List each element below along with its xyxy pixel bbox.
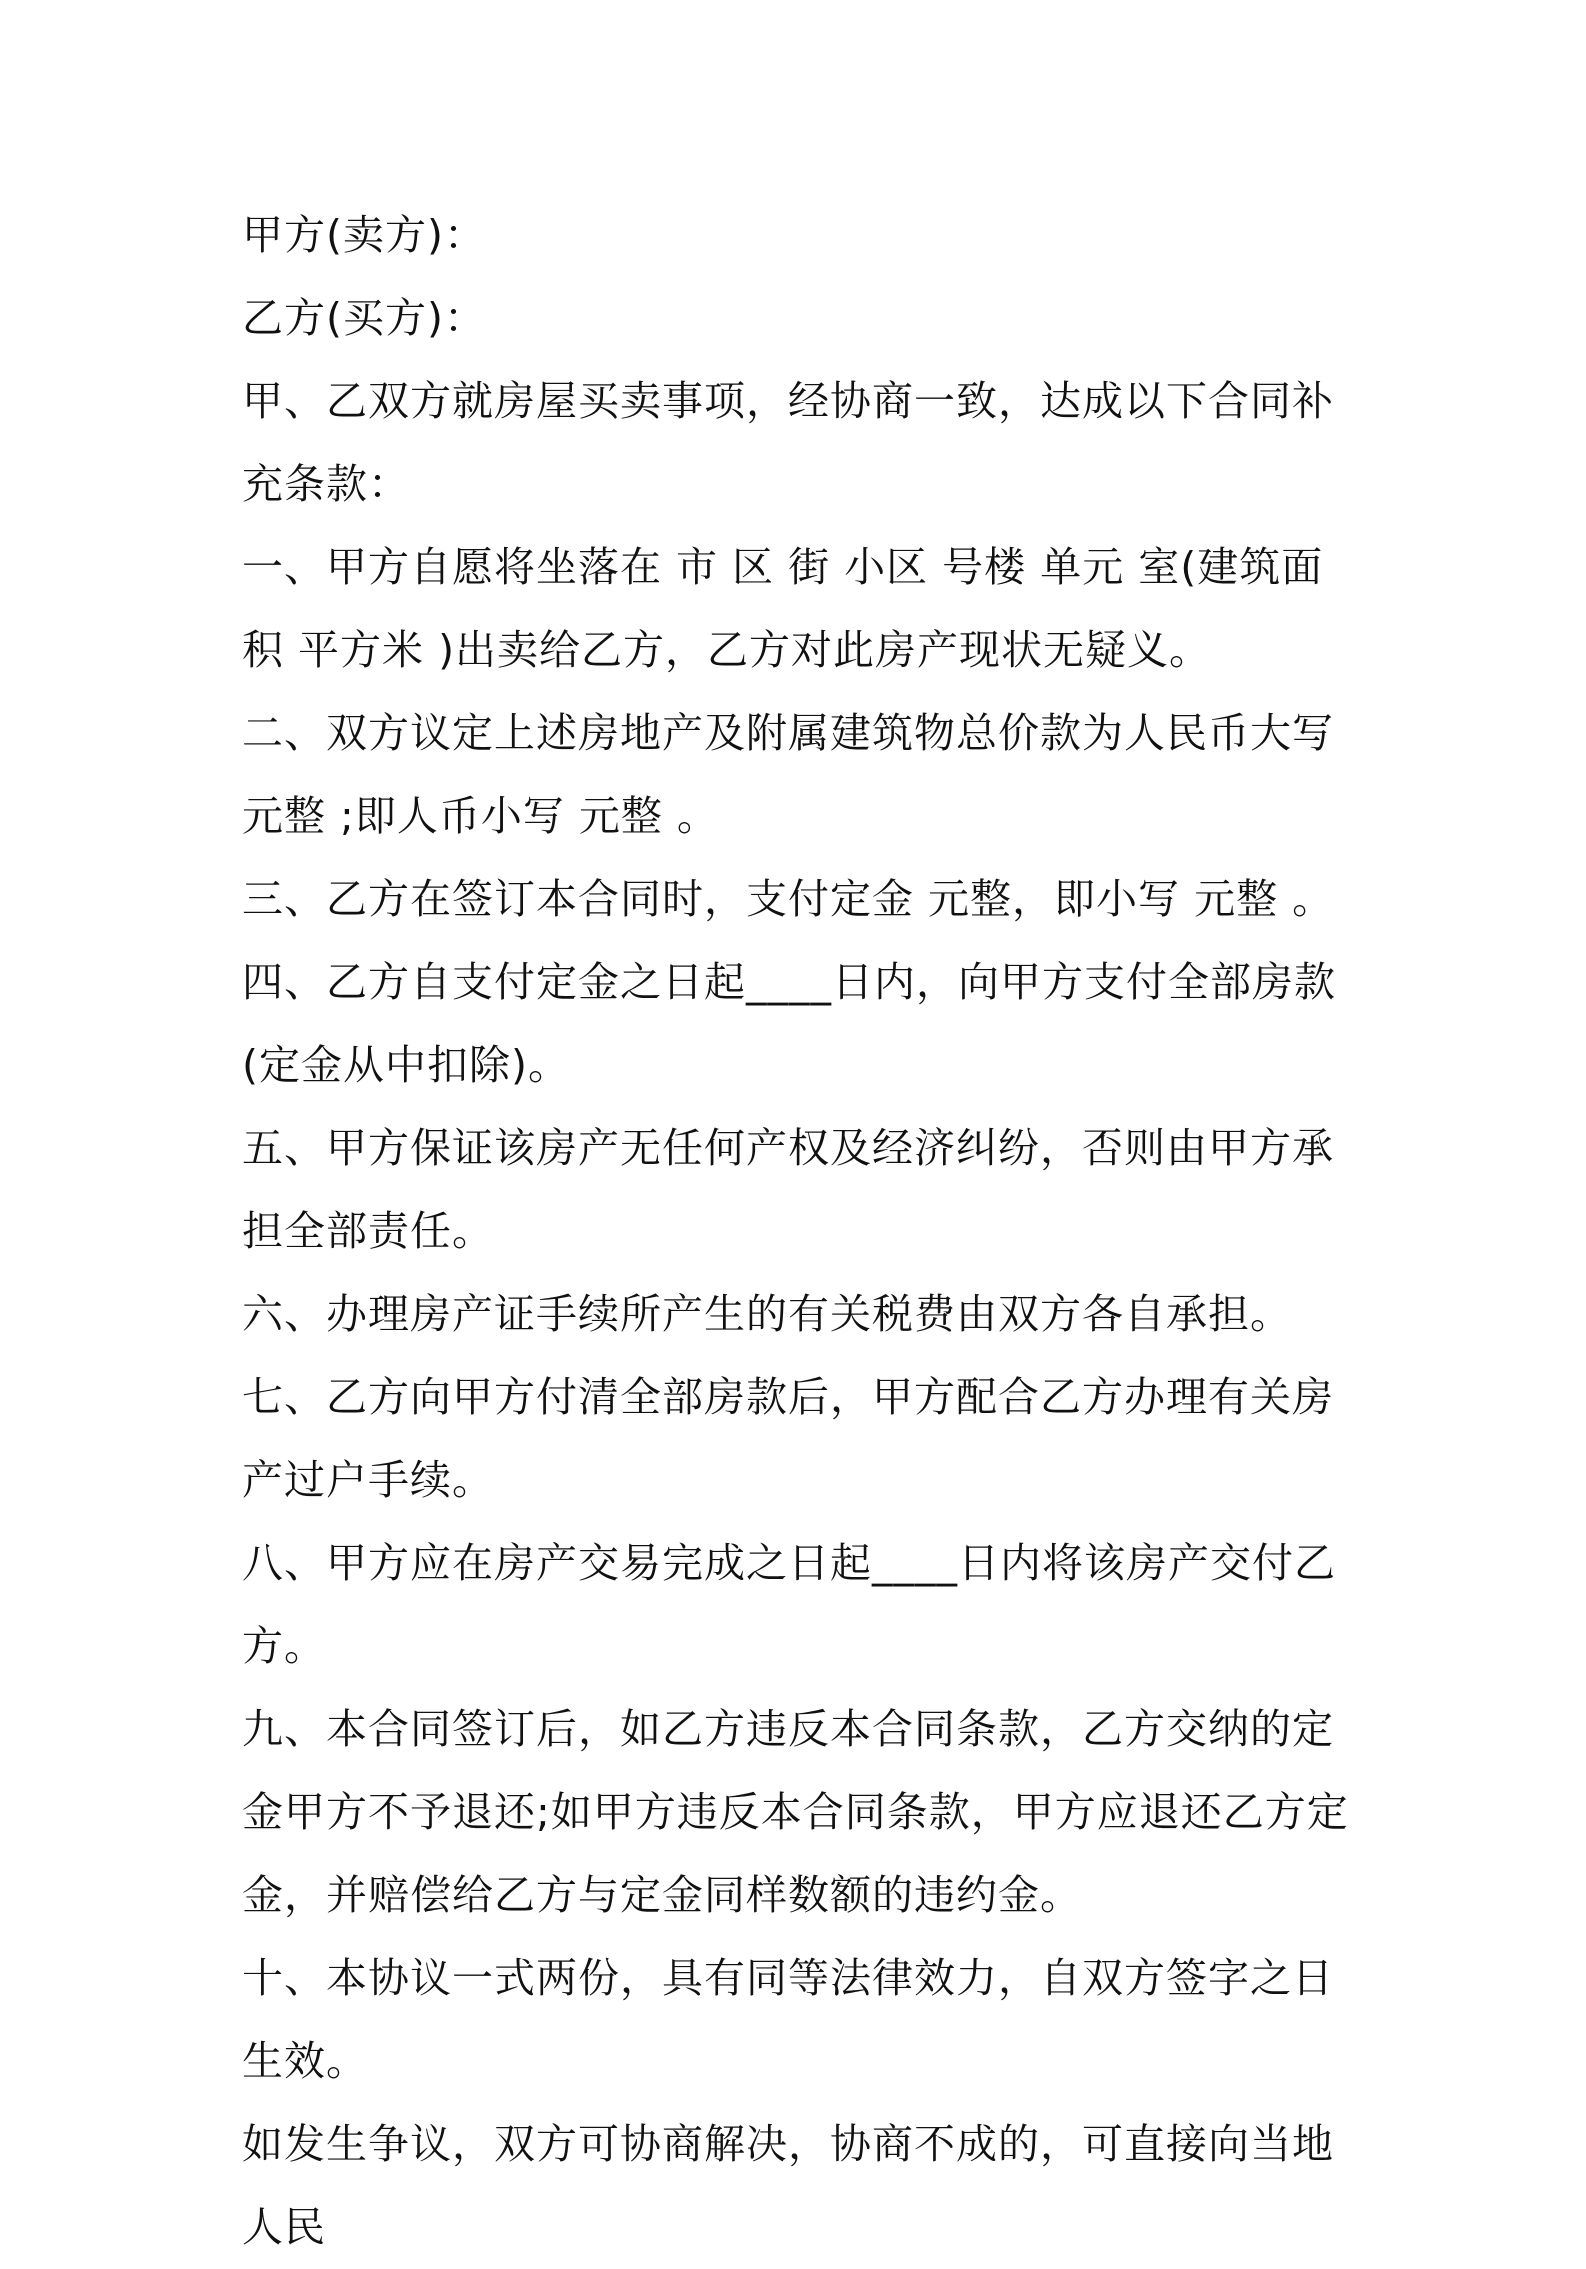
party-a-line: 甲方(卖方)：	[242, 211, 486, 259]
clause-9: 九、本合同签订后，如乙方违反本合同条款，乙方交纳的定金甲方不予退还;如甲方违反本合同条款，甲方应退还乙方定金，并赔偿给乙方与定金同样数额的违约金。	[242, 1705, 1349, 1919]
clause-4: 四、乙方自支付定金之日起____日内，向甲方支付全部房款(定金从中扣除)。	[242, 958, 1336, 1089]
clause-5: 五、甲方保证该房产无任何产权及经济纠纷，否则由甲方承担全部责任。	[242, 1124, 1334, 1255]
contract-body	[242, 194, 1362, 2269]
dispute-paragraph: 如发生争议，双方可协商解决，协商不成的，可直接向当地人民	[242, 2120, 1334, 2251]
party-b-line: 乙方(买方)：	[242, 294, 486, 342]
clause-3: 三、乙方在签订本合同时，支付定金 元整，即小写 元整 。	[242, 875, 1335, 923]
clause-10: 十、本协议一式两份，具有同等法律效力，自双方签字之日生效。	[242, 1954, 1334, 2085]
clause-6: 六、办理房产证手续所产生的有关税费由双方各自承担。	[242, 1290, 1292, 1338]
clause-7: 七、乙方向甲方付清全部房款后，甲方配合乙方办理有关房产过户手续。	[242, 1373, 1334, 1504]
clause-8: 八、甲方应在房产交易完成之日起____日内将该房产交付乙方。	[242, 1539, 1336, 1670]
clause-1: 一、甲方自愿将坐落在 市 区 街 小区 号楼 单元 室(建筑面积 平方米 )出卖给乙方，乙方对此房产现状无疑义。	[242, 543, 1324, 674]
intro-paragraph: 甲、乙双方就房屋买卖事项，经协商一致，达成以下合同补充条款：	[242, 377, 1334, 508]
clause-2: 二、双方议定上述房地产及附属建筑物总价款为人民币大写 元整 ;即人币小写 元整 。	[242, 709, 1334, 840]
